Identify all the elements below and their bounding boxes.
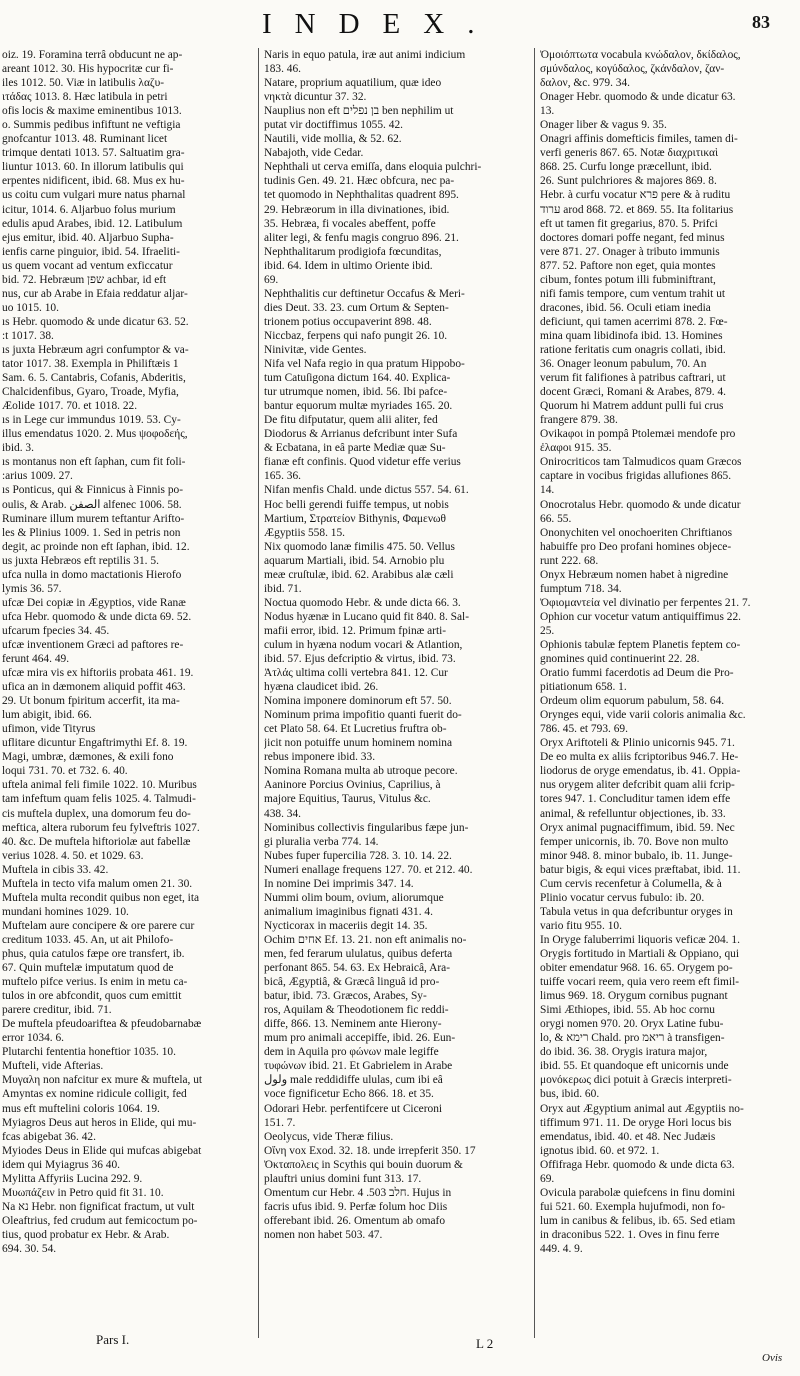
index-entry-line: us juxta Hebræos eft reptilis 31. 5. <box>2 554 159 567</box>
index-entry-line: Onocrotalus Hebr. quomodo & unde dicatur <box>540 498 741 511</box>
index-entry-line: muftelo pifce verius. Is enim in metu ca- <box>2 976 188 989</box>
index-entry-line: νηκτὰ dicuntur 37. 32. <box>264 91 367 104</box>
index-entry-line: Mylitta Affyriis Lucina 292. 9. <box>2 1172 143 1185</box>
index-entry-line: ofis locis & maxime eminentibus 1013. <box>2 105 182 118</box>
index-entry-line: fcas abigebat 36. 42. <box>2 1130 96 1143</box>
index-entry-line: ibid. 71. <box>264 582 302 595</box>
index-entry-line: Nautili, vide mollia, & 52. 62. <box>264 133 402 146</box>
index-entry-line: Plinio vocatur cervus fubulo: ib. 20. <box>540 891 705 904</box>
index-entry-line: τυφώνων ibid. 21. Et Gabrielem in Arabe <box>264 1060 453 1073</box>
index-entry-line: Onirocriticos tam Talmudicos quam Græcos <box>540 456 742 469</box>
index-entry-line: tator 1017. 38. Exempla in Philiftæis 1 <box>2 358 179 371</box>
index-entry-line: Nephthali ut cerva emiſſa, dans eloquia pulchri- <box>264 161 482 174</box>
index-page <box>0 48 800 1348</box>
index-entry-line: liuntur 1013. 60. In illorum latibulis qui <box>2 161 184 174</box>
index-entry-line: rebus imponere ibid. 33. <box>264 751 376 764</box>
index-entry-line: putat vir doctiffimus 1055. 42. <box>264 119 403 132</box>
index-entry-line: tudinis Gen. 49. 21. Hæc obfcura, nec pa- <box>264 175 455 188</box>
index-entry-line: Onyx Hebræum nomen habet à nigredine <box>540 568 729 581</box>
index-entry-line: jicit non potuiffe unum hominem nomina <box>264 737 453 750</box>
index-entry-line: 36. Onager leonum pabulum, 70. An <box>540 358 707 371</box>
index-entry-line: 35. Hebræa, fi vocales abeffent, poffe <box>264 217 436 230</box>
index-entry-line: ufcæ mira vis ex hiftoriis probata 461. 19. <box>2 667 194 680</box>
signature-mark: Pars I. <box>96 1332 130 1347</box>
index-entry-line: ıs Hebr. quomodo & unde dicatur 63. 52. <box>2 315 189 328</box>
index-entry-line: runt 222. 68. <box>540 554 599 567</box>
index-entry-line: ولول male reddidiffe ululas, cum ibi eâ <box>264 1074 443 1087</box>
index-entry-line: ufcæ inventionem Græci ad paftores re- <box>2 638 184 651</box>
index-column-middle <box>264 48 528 1242</box>
index-entry-line: & Ecbatana, in eâ parte Mediæ quæ Su- <box>264 442 446 455</box>
index-entry-line: mus eft muftelini coloris 1064. 19. <box>2 1102 160 1115</box>
index-entry-line: fianæ eft confinis. Quod videtur effe verius <box>264 456 461 469</box>
index-entry-line: Oeolycus, vide Theræ filius. <box>264 1130 394 1143</box>
index-entry-line: Tabula vetus in qua defcribuntur oryges in <box>540 905 733 918</box>
index-entry-line: Na נא Hebr. non fignificat fractum, ut vult <box>2 1200 195 1213</box>
index-entry-line: Aaninore Porcius Ovinius, Caprilius, à <box>264 779 441 792</box>
index-entry-line: fui 521. 60. Exempla hujufmodi, non fo- <box>540 1200 726 1213</box>
index-entry-line: uo 1015. 10. <box>2 301 59 314</box>
index-entry-line: Oryx aut Ægyptium animal aut Ægyptiis no- <box>540 1102 744 1115</box>
index-entry-line: ıs montanus non eft ſaphan, cum fit foli- <box>2 456 186 469</box>
index-entry-line: De muftela pfeudoariftea & pfeudobarnabæ <box>2 1018 202 1031</box>
index-entry-line: aquarum Martiali, ibid. 54. Arnobio plu <box>264 554 445 567</box>
index-entry-line: bid. 72. Hebræum שפן achbar, id eft <box>2 273 167 286</box>
index-entry-line: Ὀκταπολεις in Scythis qui bouin duorum & <box>264 1158 463 1171</box>
index-entry-line: tam infeftum quam felis 1025. 4. Talmudi- <box>2 793 196 806</box>
index-entry-line: Niccbaz, ferpens qui nafo pungit 26. 10. <box>264 329 448 342</box>
index-entry-line: ıs juxta Hebræum agri confumptor & va- <box>2 343 189 356</box>
index-entry-line: limus 969. 18. Orygum cornibus pugnant <box>540 990 728 1003</box>
index-entry-line: verfi generis 867. 65. Notæ διαχριτικαὶ <box>540 147 719 160</box>
index-column-left <box>0 48 252 1256</box>
index-entry-line: Diodorus & Arrianus defcribunt inter Sufa <box>264 428 458 441</box>
index-entry-line: ערוד arod 868. 72. et 869. 55. Ita folitarius <box>540 203 734 216</box>
index-entry-line: oiz. 19. Foramina terrâ obducunt ne ap- <box>2 49 183 61</box>
index-entry-line: voce fignificetur Echo 866. 18. et 35. <box>264 1088 434 1101</box>
index-entry-line: tum Catuſigona dictum 164. 40. Explica- <box>264 372 451 385</box>
index-entry-line: pitiationum 658. 1. <box>540 681 627 694</box>
index-entry-line: doctores domari poffe negant, fed minus <box>540 231 725 244</box>
index-entry-line: Æolide 1017. 70. et 1018. 22. <box>2 400 138 413</box>
index-entry-line: hyæna claudicet ibid. 26. <box>264 681 379 694</box>
index-entry-line: Μυωπάζειν in Petro quid fit 31. 10. <box>2 1186 164 1199</box>
index-entry-line: 29. Hebræorum in illa divinationes, ibid. <box>264 203 450 216</box>
index-entry-line: Nephthalitarum prodigiofa fœcunditas, <box>264 245 442 258</box>
index-entry-line: eft ut tamen fit gregarius, 870. 5. Prifci <box>540 217 718 230</box>
index-entry-line: mum pro animali accepiffe, ibid. 26. Eun- <box>264 1032 456 1045</box>
index-entry-line: animalium imaginibus fignati 431. 4. <box>264 905 433 918</box>
index-entry-line: do ibid. 36. 38. Orygis iratura major, <box>540 1046 708 1059</box>
index-entry-line: creditum 1033. 45. An, ut ait Philofo- <box>2 933 174 946</box>
index-entry-line: Nifan menfis Chald. unde dictus 557. 54. 61. <box>264 484 469 497</box>
index-entry-line: culum in hyæna nodum vocari & Atlantion, <box>264 638 463 651</box>
index-entry-line: batur bigis, & equi vices præftabat, ibid. 11. <box>540 863 741 876</box>
index-entry-line: illus emendatus 1020. 2. Mus ψοφοδεής, <box>2 428 188 441</box>
index-entry-line: De eo multa ex aliis fcriptoribus 946.7. He- <box>540 751 739 764</box>
index-entry-line: trimque dentati 1013. 57. Saltuatim gra- <box>2 147 185 160</box>
index-entry-line: gnofcantur 1013. 48. Ruminant licet <box>2 133 168 146</box>
index-entry-line: 183. 46. <box>264 63 302 76</box>
index-entry-line: ufca nulla in domo mactationis Hierofo <box>2 568 182 581</box>
index-entry-line: nus, cur ab Arabe in Efaia reddatur aljar- <box>2 287 188 300</box>
index-entry-line: verius 1028. 4. 50. et 1029. 63. <box>2 849 144 862</box>
index-entry-line: Oryx Ariftoteli & Plinio unicornis 945. 71. <box>540 737 735 750</box>
index-entry-line: 26. Sunt pulchriores & majores 869. 8. <box>540 175 717 188</box>
index-entry-line: Muftela in tecto vifa malum omen 21. 30. <box>2 877 193 890</box>
index-entry-line: mina quam libidinofa ibid. 13. Homines <box>540 329 723 342</box>
index-entry-line: ibid. 3. <box>2 442 34 455</box>
index-entry-line: Plutarchi fententia honeftior 1035. 10. <box>2 1046 176 1059</box>
index-entry-line: Ovicula parabolæ quiefcens in finu domini <box>540 1186 736 1199</box>
index-entry-line: lum in canibus & felibus, ib. 65. Sed etiam <box>540 1214 736 1227</box>
index-entry-line: in draconibus 522. 1. Oves in finu ferre <box>540 1228 720 1241</box>
index-entry-line: trionem potius occupaverint 898. 48. <box>264 315 432 328</box>
index-entry-line: Amyntas ex nomine ridicule colligit, fed <box>2 1088 187 1101</box>
index-entry-line: Nummi olim boum, ovium, aliorumque <box>264 891 444 904</box>
index-entry-line: deficiunt, qui tamen acerrimi 878. 2. Fœ- <box>540 315 728 328</box>
index-entry-line: Onager liber & vagus 9. 35. <box>540 119 667 132</box>
index-entry-line: Muftela multa recondit quibus non eget, ita <box>2 891 200 904</box>
index-entry-line: verum fit falifiones à patribus caftrari, ut <box>540 372 726 385</box>
index-entry-line: mafii error, ibid. 12. Primum fpinæ arti- <box>264 624 447 637</box>
index-entry-line: meæ cruſtulæ, ibid. 62. Arabibus alæ cæli <box>264 568 454 581</box>
index-entry-line: Nominum prima impofitio quanti fuerit do- <box>264 709 462 722</box>
index-entry-line: Ophion cur vocetur vatum antiquiffimus 22. <box>540 610 741 623</box>
index-entry-line: icitur, 1014. 6. Aljarbuo folus murium <box>2 203 176 216</box>
index-entry-line: ıs Ponticus, qui & Finnicus à Finnis po- <box>2 484 183 497</box>
index-entry-line: cet Plato 58. 64. Et Lucretius fruftra ob- <box>264 723 447 736</box>
index-entry-line: bantur equorum multæ myriades 165. 20. <box>264 400 453 413</box>
index-entry-line: ibid. 64. Idem in ultimo Oriente ibid. <box>264 259 433 272</box>
index-entry-line: Quorum hi Matrem addunt pulli fui crus <box>540 400 724 413</box>
index-entry-line: Martium, Στρατείον Bithynis, Φαμενωθ <box>264 512 446 525</box>
index-entry-line: loqui 731. 70. et 732. 6. 40. <box>2 765 128 778</box>
index-entry-line: ignotus ibid. 60. et 972. 1. <box>540 1144 660 1157</box>
index-entry-line: majore Equitius, Taurus, Vitulus &c. <box>264 793 431 806</box>
index-entry-line: nifi famis tempore, cum ventum trahit ut <box>540 287 726 300</box>
index-entry-line: Numeri enallage frequens 127. 70. et 212. 40. <box>264 863 473 876</box>
index-entry-line: lymis 36. 57. <box>2 582 62 595</box>
index-entry-line: femper unicornis, ib. 70. Bove non multo <box>540 835 729 848</box>
index-entry-line: 69. <box>540 1172 555 1185</box>
index-entry-line: ros, Aquilam & Theodotionem fic reddi- <box>264 1004 449 1017</box>
index-entry-line: Natare, proprium aquatilium, quæ ideo <box>264 77 442 90</box>
index-entry-line: Oryx animal pugnaciffimum, ibid. 59. Nec <box>540 821 735 834</box>
index-entry-line: perfonant 865. 54. 63. Ex Hebraicâ, Ara- <box>264 962 450 975</box>
index-entry-line: ufcarum fpecies 34. 45. <box>2 624 110 637</box>
signature-letter: L 2 <box>476 1336 494 1351</box>
index-entry-line: De fitu difputatur, quem alii aliter, fed <box>264 414 438 427</box>
index-entry-line: error 1034. 6. <box>2 1032 64 1045</box>
index-entry-line: 40. &c. De muftela hiftoriolæ aut fabellæ <box>2 835 191 848</box>
index-entry-line: animal, & refelluntur objectiones, ib. 33. <box>540 807 726 820</box>
index-entry-line: les & Plinius 1009. 1. Sed in petris non <box>2 526 181 539</box>
index-entry-line: nomen non habet 503. 47. <box>264 1228 383 1241</box>
index-entry-line: edulis apud Arabes, ibid. 12. Latibulum <box>2 217 183 230</box>
index-entry-line: ratione feritatis cum onagris collati, ibid. <box>540 343 726 356</box>
index-entry-line: diffe, 866. 13. Neminem ante Hierony- <box>264 1018 442 1031</box>
index-entry-line: cis muftela duplex, una domorum feu do- <box>2 807 191 820</box>
index-entry-line: ufca Hebr. quomodo & unde dicta 69. 52. <box>2 610 192 623</box>
index-entry-line: Simi Æthiopes, ibid. 55. Ab hoc cornu <box>540 1004 715 1017</box>
index-entry-line: 786. 45. et 793. 69. <box>540 723 628 736</box>
index-entry-line: 165. 36. <box>264 470 302 483</box>
index-entry-line: Nauplius non eft בן נפלים ben nephilim ut <box>264 105 454 118</box>
index-entry-line: aliter legi, & fenfu magis congruo 896. 21. <box>264 231 459 244</box>
index-entry-line: Muftela in cibis 33. 42. <box>2 863 109 876</box>
index-entry-line: Nubes fuper fupercilia 728. 3. 10. 14. 22. <box>264 849 452 862</box>
index-entry-line: cibum, fontes potum illi fubminiftrant, <box>540 273 716 286</box>
index-entry-line: Nomina Romana multa ab utroque pecore. <box>264 765 458 778</box>
index-entry-line: Muftelam aure concipere & ore parere cur <box>2 919 195 932</box>
index-entry-line: Nycticorax in maceriis degit 14. 35. <box>264 919 428 932</box>
index-entry-line: us coitu cum vulgari mure natus pharnal <box>2 189 186 202</box>
index-entry-line: Ononychiten vel onochoeriten Chriftianos <box>540 526 733 539</box>
index-entry-line: 13. <box>540 105 555 118</box>
index-entry-line: In Oryge faluberrimi liquoris veficæ 204. 1. <box>540 933 740 946</box>
index-entry-line: ιτάδας 1013. 8. Hæc latibula in petri <box>2 91 168 104</box>
index-entry-line: liodorus de oryge emendatus, ib. 41. Oppia- <box>540 765 741 778</box>
index-entry-line: ienfis carne pinguior, ibid. 54. Ifraeliti- <box>2 245 180 258</box>
index-entry-line: Nodus hyænæ in Lucano quid fit 840. 8. Sal- <box>264 610 470 623</box>
index-entry-line: degit, ac proinde non eft ſaphan, ibid. 12. <box>2 540 190 553</box>
index-entry-line: 449. 4. 9. <box>540 1242 583 1255</box>
index-entry-line: Nix quomodo lanæ fimilis 475. 50. Vellus <box>264 540 455 553</box>
index-entry-line: Οἴνη vox Exod. 32. 18. unde irrepferit 350. 17 <box>264 1144 476 1157</box>
index-entry-line: men, fed ferarum ululatus, quibus deferta <box>264 948 453 960</box>
index-entry-line: In nomine Dei imprimis 347. 14. <box>264 877 414 890</box>
index-entry-line: dem in Aquila pro φώνων male legiffe <box>264 1046 439 1059</box>
index-entry-line: tiffimum 971. 11. De oryge Hori locus bis <box>540 1116 732 1129</box>
index-entry-line: Odorari Hebr. perfentifcere ut Ciceroni <box>264 1102 443 1115</box>
index-entry-line: vario fitu 955. 10. <box>540 919 622 932</box>
index-entry-line: tulos in ore abfcondit, quos cum emittit <box>2 990 182 1003</box>
index-entry-line: dracones, ibid. 56. Oculi etiam inedia <box>540 301 711 314</box>
index-entry-line: areant 1012. 30. His hypocritæ cur fi- <box>2 63 174 76</box>
index-entry-line: Omentum cur Hebr. חלב 503. 4. Hujus in <box>264 1186 452 1199</box>
index-entry-line: ıs in Lege cur immundus 1019. 53. Cy- <box>2 414 181 427</box>
index-entry-line: bicâ, Ægyptiâ, & Græcâ linguâ id pro- <box>264 976 440 989</box>
index-entry-line: ibid. 57. Ejus defcriptio & virtus, ibid. 73. <box>264 653 456 666</box>
index-entry-line: Onager Hebr. quomodo & unde dicatur 63. <box>540 91 736 104</box>
index-entry-line: parere creditur, ibid. 71. <box>2 1004 112 1017</box>
page-header <box>0 6 800 46</box>
column-rule <box>258 48 259 1338</box>
index-entry-line: Ochim אחים Ef. 13. 21. non eft animalis no- <box>264 933 467 946</box>
index-entry-line: tet quomodo in Nephthalitas quadrent 895. <box>264 189 459 202</box>
index-entry-line: ufcæ Dei copiæ in Ægyptios, vide Ranæ <box>2 596 186 609</box>
column-rule <box>534 48 535 1338</box>
index-entry-line: batur, ibid. 73. Græcos, Arabes, Sy- <box>264 990 427 1003</box>
index-entry-line: lum abigit, ibid. 66. <box>2 709 92 722</box>
index-entry-line: vere 871. 27. Onager à tributo immunis <box>540 245 720 258</box>
index-entry-line: Nabajoth, vide Cedar. <box>264 147 364 160</box>
index-entry-line: Oleaftrius, fed crudum aut femicoctum po- <box>2 1214 198 1227</box>
index-entry-line: tius, quod probatur ex Hebr. & Arab. <box>2 1228 170 1241</box>
index-entry-line: idem qui Myiagrus 36 40. <box>2 1158 121 1171</box>
index-entry-line: emendatus, ibid. 40. et 48. Nec Judæis <box>540 1130 716 1143</box>
index-entry-line: 877. 52. Paftore non eget, quia montes <box>540 259 716 272</box>
index-entry-line: 66. 55. <box>540 512 572 525</box>
index-entry-line: uftela animal feli fimile 1022. 10. Muribus <box>2 779 197 792</box>
index-entry-line: Oratio fummi facerdotis ad Deum die Pro- <box>540 667 734 680</box>
index-entry-line: :t 1017. 38. <box>2 329 54 342</box>
index-entry-line: Hebr. à curfu vocatur פרא pere & à ruditu <box>540 189 731 202</box>
index-entry-line: nus orygem aliter defcribit quam alii fcrip- <box>540 779 735 792</box>
index-entry-line: Noctua quomodo Hebr. & unde dicta 66. 3. <box>264 596 461 609</box>
index-entry-line: Hoc belli gerendi fuiffe tempus, ut nobis <box>264 498 449 511</box>
index-entry-line: Offifraga Hebr. quomodo & unde dicta 63. <box>540 1158 735 1171</box>
catchword: Ovis <box>762 1352 783 1364</box>
index-entry-line: Magi, umbræ, dæmones, & exili fono <box>2 751 174 764</box>
running-title: INDEX. <box>262 8 498 40</box>
index-entry-line: Nephthalitis cur deftinetur Occafus & Meri- <box>264 287 465 300</box>
index-entry-line: :arius 1009. 27. <box>2 470 73 483</box>
index-entry-line: Ὀμοιόπτωτα vocabula κνώδαλον, δκίδαλος, <box>540 49 741 61</box>
index-entry-line: Myiagros Deus aut heros in Elide, qui mu- <box>2 1116 197 1129</box>
index-entry-line: Nifa vel Nafa regio in qua pratum Hippobo- <box>264 358 465 371</box>
index-entry-line: ferunt 464. 49. <box>2 653 70 666</box>
index-entry-line: 694. 30. 54. <box>2 1242 57 1255</box>
index-entry-line: bus, ibid. 60. <box>540 1088 600 1101</box>
index-entry-line: oulis, & Arab. الصفن alfenec 1006. 58. <box>2 498 182 511</box>
index-entry-line: captare in vocibus frigidas allufiones 865. <box>540 470 732 483</box>
index-entry-line: gnomines quid continuerint 22. 28. <box>540 653 700 666</box>
index-entry-line: Ἀτλάς ultima colli vertebra 841. 12. Cur <box>264 667 448 680</box>
index-entry-line: Ophionis tabulæ feptem Planetis feptem co- <box>540 638 741 651</box>
index-entry-line: facris ufus ibid. 9. Perfæ folum hoc Diis <box>264 1200 448 1213</box>
index-entry-line: 868. 25. Curfu longe præcellunt, ibid. <box>540 161 712 174</box>
index-entry-line: orygi nomen 970. 20. Oryx Latine fubu- <box>540 1018 724 1031</box>
index-entry-line: ibid. 55. Et quandoque eft unicornis unde <box>540 1060 729 1073</box>
index-entry-line: 25. <box>540 624 555 637</box>
index-entry-line: Onagri affinis domefticis fimiles, tamen di- <box>540 133 738 146</box>
index-entry-line: Μυγαλη non nafcitur ex mure & muftela, ut <box>2 1074 203 1087</box>
index-entry-line: fumptum 718. 34. <box>540 582 622 595</box>
index-entry-line: 151. 7. <box>264 1116 296 1129</box>
index-entry-line: habuiffe pro Deo profani homines objece- <box>540 540 732 553</box>
index-entry-line: ἐλαφοι 915. 35. <box>540 442 612 455</box>
index-entry-line: dies Deut. 33. 23. cum Ortum & Septen- <box>264 301 449 314</box>
index-entry-line: Ninivitæ, vide Gentes. <box>264 343 367 356</box>
index-column-right <box>540 48 797 1256</box>
index-entry-line: Sam. 6. 5. Cantabris, Cofanis, Abderitis, <box>2 372 186 385</box>
index-entry-line: uflitare dicuntur Engaftrimythi Ef. 8. 19. <box>2 737 188 750</box>
index-entry-line: offerebant ibid. 26. Omentum ab omafo <box>264 1214 446 1227</box>
index-entry-line: Cum cervis recenfetur à Columella, & à <box>540 877 722 890</box>
index-entry-line: plauftri unius domini funt 313. 17. <box>264 1172 422 1185</box>
index-entry-line: Ægyptiis 558. 15. <box>264 526 346 539</box>
index-entry-line: phus, quia catulos fæpe ore transfert, ib. <box>2 948 185 960</box>
index-entry-line: Mufteli, vide Afterias. <box>2 1060 104 1073</box>
index-entry-line: tuiffe vocari reem, quia vero reem eft fimil- <box>540 976 740 989</box>
index-entry-line: δαλον, &c. 979. 34. <box>540 77 631 90</box>
index-entry-line: gi pluralia verba 774. 14. <box>264 835 379 848</box>
index-entry-line: erpentes nidificent, ibid. 68. Mus ex hu- <box>2 175 185 188</box>
index-entry-line: us quem vocant ad ventum exficcatur <box>2 259 173 272</box>
index-entry-line: Chalcidenfibus, Gyaro, Troade, Myfia, <box>2 386 179 399</box>
index-entry-line: Naris in equo patula, iræ aut animi indicium <box>264 49 466 61</box>
index-entry-line: 69. <box>264 273 279 286</box>
index-entry-line: obiter emendatur 968. 16. 65. Orygem po- <box>540 962 733 975</box>
index-entry-line: lo, & רימא Chald. pro ריאמ à transfigen- <box>540 1032 725 1045</box>
index-entry-line: ufica an in dæmonem aliquid poffit 463. <box>2 681 186 694</box>
index-entry-line: Ruminare illum murem teftantur Arifto- <box>2 512 185 525</box>
index-entry-line: iles 1012. 50. Viæ in latibulis λαζυ- <box>2 77 165 90</box>
index-entry-line: tur utrumque nomen, ibid. 56. Ibi pafce- <box>264 386 448 399</box>
index-entry-line: frangere 879. 38. <box>540 414 618 427</box>
index-entry-line: minor 948. 8. minor bubalo, ib. 11. Junge- <box>540 849 733 862</box>
index-entry-line: Orygis fortitudo in Martiali & Oppiano, qui <box>540 948 739 960</box>
index-entry-line: Ovikaφοι in pompâ Ptolemæi mendofe pro <box>540 428 736 441</box>
index-entry-line: Nomina imponere dominorum eft 57. 50. <box>264 695 452 708</box>
index-entry-line: 14. <box>540 484 555 497</box>
index-entry-line: o. Summis pedibus infiftunt ne veftigia <box>2 119 181 132</box>
index-entry-line: docent Græci, Romani & Arabes, 879. 4. <box>540 386 727 399</box>
index-entry-line: μονόκερως dici potuit à Græcis interpreti- <box>540 1074 732 1087</box>
index-entry-line: meftica, altera ruborum feu fylveftris 1027. <box>2 821 200 834</box>
index-entry-line: mundani homines 1029. 10. <box>2 905 129 918</box>
index-entry-line: Ordeum olim equorum pabulum, 58. 64. <box>540 695 725 708</box>
index-entry-line: 438. 34. <box>264 807 302 820</box>
index-entry-line: ufimon, vide Tityrus <box>2 723 96 736</box>
index-entry-line: tores 947. 1. Concluditur tamen idem effe <box>540 793 731 806</box>
index-entry-line: 29. Ut bonum fpiritum accerfit, ita ma- <box>2 695 180 708</box>
page-number: 83 <box>752 12 770 32</box>
index-entry-line: σμύνδαλος, κογύδαλος, ζκάνδαλον, ζαν- <box>540 63 725 76</box>
index-entry-line: Myiodes Deus in Elide qui mufcas abigebat <box>2 1144 202 1157</box>
index-entry-line: Ὀφιομαντεία vel divinatio per ferpentes 21. 7. <box>540 596 751 609</box>
index-entry-line: Nominibus collectivis fingularibus fæpe jun- <box>264 821 469 834</box>
index-entry-line: 67. Quin muftelæ imputatum quod de <box>2 962 174 975</box>
index-entry-line: ejus emitur, ibid. 40. Aljarbuo Supha- <box>2 231 174 244</box>
index-entry-line: Orynges equi, vide varii coloris animalia &c. <box>540 709 746 722</box>
